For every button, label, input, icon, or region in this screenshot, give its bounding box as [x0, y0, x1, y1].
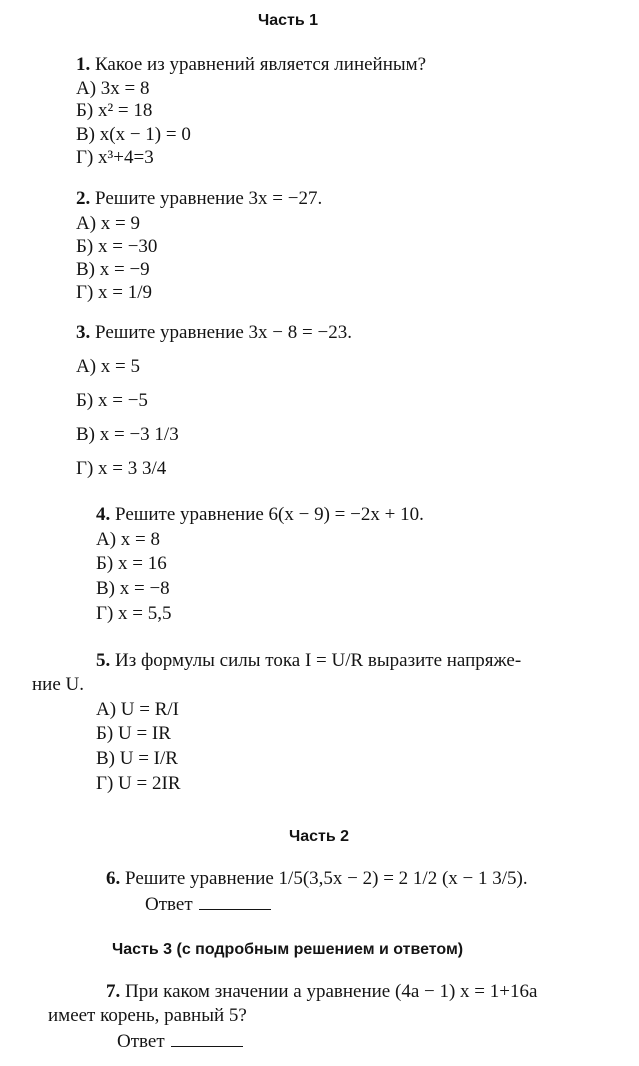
q1-option-a: А) 3x = 8	[76, 78, 150, 99]
q3-option-b: Б) x = −5	[76, 390, 148, 411]
q3-option-c: В) x = −3 1/3	[76, 424, 179, 445]
question-5-text-line2: ние U.	[32, 674, 84, 695]
question-4-text: Решите уравнение 6(x − 9) = −2x + 10.	[115, 504, 424, 525]
part2-title: Часть 2	[289, 828, 350, 845]
q4-option-c: В) x = −8	[96, 578, 170, 599]
question-6-number: 6.	[106, 868, 121, 889]
q5-option-c: В) U = I/R	[96, 748, 178, 769]
q5-option-a: А) U = R/I	[96, 699, 180, 720]
question-6-text: Решите уравнение 1/5(3,5x − 2) = 2 1/2 (x − 1 3/5).	[125, 868, 528, 889]
question-7-number: 7.	[106, 981, 121, 1002]
question-3-number: 3.	[76, 322, 91, 343]
q5-option-d: Г) U = 2IR	[96, 773, 181, 794]
q5-option-b: Б) U = IR	[96, 723, 171, 744]
question-1	[76, 54, 426, 76]
answer-blank-line[interactable]	[171, 1032, 243, 1047]
part3-title: Часть 3 (с подробным решением и ответом)	[112, 941, 464, 958]
question-7	[106, 981, 537, 1003]
question-2-number: 2.	[76, 188, 91, 209]
question-7-text-line1: При каком значении a уравнение (4a − 1) x = 1+16a	[125, 981, 538, 1002]
question-2-text: Решите уравнение 3x = −27.	[95, 188, 323, 209]
answer-label: Ответ	[117, 1031, 165, 1052]
q2-option-a: А) x = 9	[76, 213, 141, 234]
answer-label: Ответ	[145, 894, 193, 915]
answer-blank-line[interactable]	[199, 895, 271, 910]
q4-option-b: Б) x = 16	[96, 553, 167, 574]
question-1-number: 1.	[76, 54, 91, 75]
question-3-text: Решите уравнение 3x − 8 = −23.	[95, 322, 352, 343]
q2-option-c: В) x = −9	[76, 259, 150, 280]
q1-option-b: Б) x² = 18	[76, 100, 153, 121]
q3-option-a: А) x = 5	[76, 356, 141, 377]
question-5-text-line1: Из формулы силы тока I = U/R выразите напряже-	[115, 650, 522, 671]
q1-option-c: В) x(x − 1) = 0	[76, 124, 191, 145]
q3-option-d: Г) x = 3 3/4	[76, 458, 167, 479]
question-7-text-line2: имеет корень, равный 5?	[48, 1005, 247, 1026]
question-2	[76, 188, 322, 210]
q2-option-d: Г) x = 1/9	[76, 282, 153, 303]
question-4-number: 4.	[96, 504, 111, 525]
question-5	[96, 650, 521, 672]
question-6	[106, 868, 528, 890]
question-7-answer	[117, 1031, 243, 1053]
question-4	[96, 504, 424, 526]
question-6-answer	[145, 894, 271, 916]
q2-option-b: Б) x = −30	[76, 236, 158, 257]
question-3	[76, 322, 352, 344]
question-5-number: 5.	[96, 650, 111, 671]
q4-option-d: Г) x = 5,5	[96, 603, 172, 624]
q1-option-d: Г) x³+4=3	[76, 147, 154, 168]
part1-title: Часть 1	[258, 12, 319, 29]
question-1-text: Какое из уравнений является линейным?	[95, 54, 427, 75]
q4-option-a: А) x = 8	[96, 529, 161, 550]
